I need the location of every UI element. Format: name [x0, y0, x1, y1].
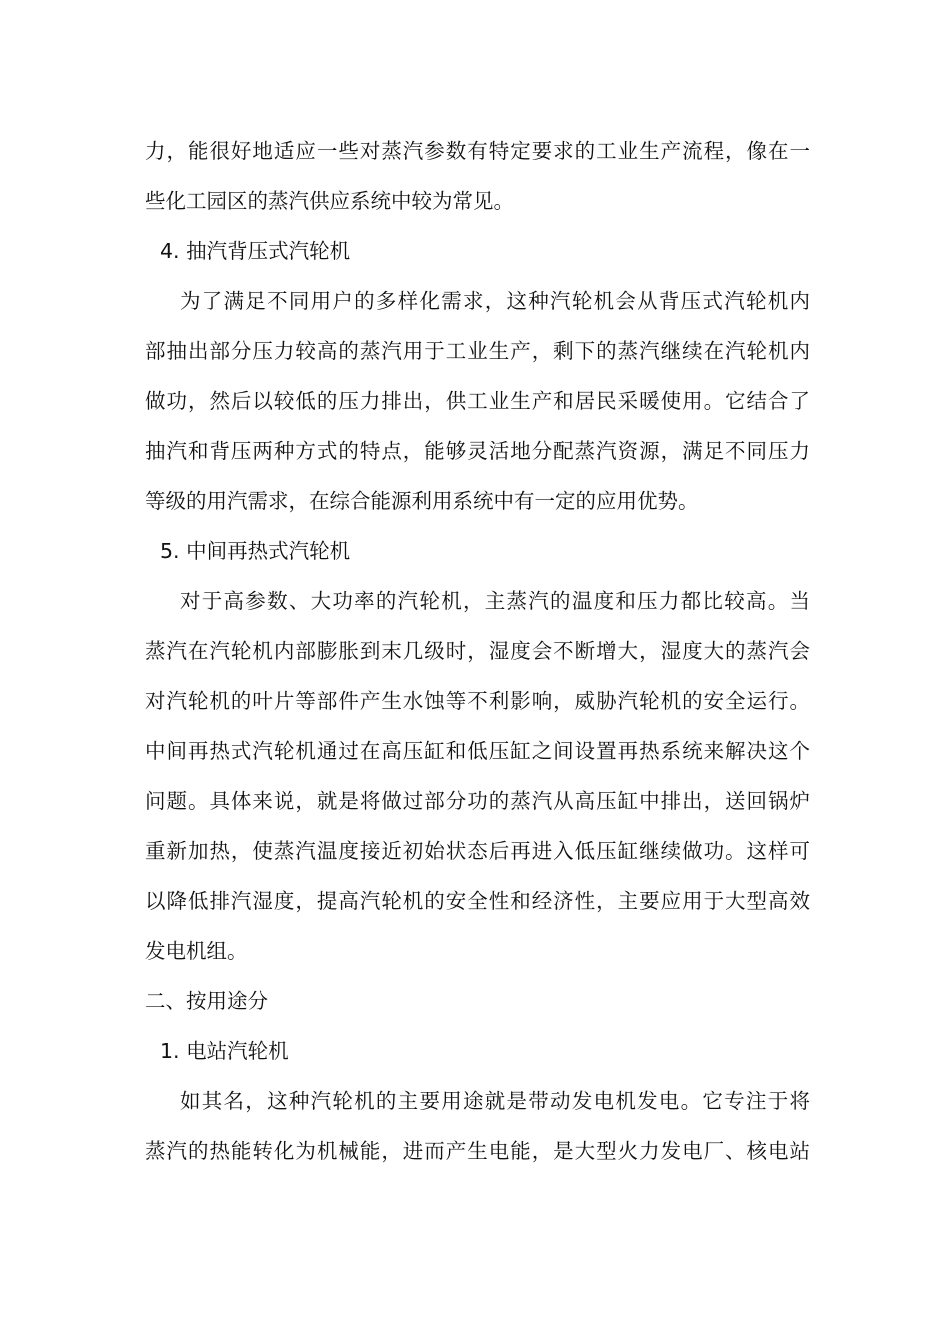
- paragraph-line: 对于高参数、大功率的汽轮机，主蒸汽的温度和压力都比较高。当: [180, 589, 810, 613]
- paragraph-line: 蒸汽在汽轮机内部膨胀到末几级时，湿度会不断增大，湿度大的蒸汽会: [145, 639, 810, 663]
- paragraph-line: 如其名，这种汽轮机的主要用途就是带动发电机发电。它专注于将: [180, 1089, 810, 1113]
- paragraph-line: 以降低排汽湿度，提高汽轮机的安全性和经济性，主要应用于大型高效: [145, 889, 810, 913]
- paragraph-line: 做功，然后以较低的压力排出，供工业生产和居民采暖使用。它结合了: [145, 389, 810, 413]
- paragraph-line: 重新加热，使蒸汽温度接近初始状态后再进入低压缸继续做功。这样可: [145, 839, 810, 863]
- paragraph-line: 发电机组。: [145, 939, 248, 963]
- paragraph-line: 蒸汽的热能转化为机械能，进而产生电能，是大型火力发电厂、核电站: [145, 1139, 810, 1163]
- item-heading-1: 1. 电站汽轮机: [160, 1039, 289, 1063]
- paragraph-line: 中间再热式汽轮机通过在高压缸和低压缸之间设置再热系统来解决这个: [145, 739, 810, 763]
- paragraph-line: 些化工园区的蒸汽供应系统中较为常见。: [145, 189, 514, 213]
- paragraph-line: 力，能很好地适应一些对蒸汽参数有特定要求的工业生产流程，像在一: [145, 139, 810, 163]
- section-heading: 二、按用途分: [145, 989, 268, 1013]
- paragraph-line: 为了满足不同用户的多样化需求，这种汽轮机会从背压式汽轮机内: [180, 289, 810, 313]
- paragraph-line: 问题。具体来说，就是将做过部分功的蒸汽从高压缸中排出，送回锅炉: [145, 789, 810, 813]
- paragraph-line: 对汽轮机的叶片等部件产生水蚀等不利影响，威胁汽轮机的安全运行。: [145, 689, 810, 713]
- paragraph-line: 等级的用汽需求，在综合能源利用系统中有一定的应用优势。: [145, 489, 699, 513]
- paragraph-line: 部抽出部分压力较高的蒸汽用于工业生产，剩下的蒸汽继续在汽轮机内: [145, 339, 810, 363]
- item-heading-5: 5. 中间再热式汽轮机: [160, 539, 351, 563]
- item-heading-4: 4. 抽汽背压式汽轮机: [160, 239, 351, 263]
- paragraph-line: 抽汽和背压两种方式的特点，能够灵活地分配蒸汽资源，满足不同压力: [145, 439, 810, 463]
